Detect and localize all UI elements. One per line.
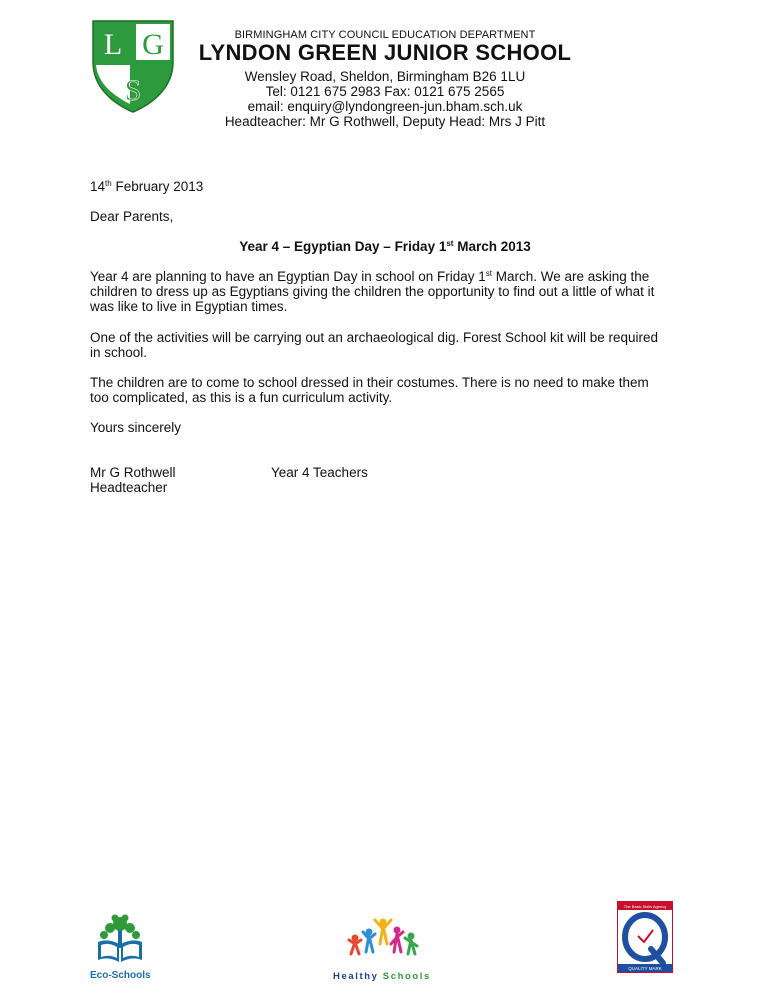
school-phone: Tel: 0121 675 2983 Fax: 0121 675 2565 [265, 84, 505, 99]
crest-letter-g: G [142, 28, 164, 61]
salutation: Dear Parents, [90, 209, 174, 224]
school-address: Wensley Road, Sheldon, Birmingham B26 1LU [244, 69, 526, 84]
eco-schools-logo [90, 912, 154, 981]
headteacher-name: Mr G Rothwell [90, 465, 176, 480]
school-name: LYNDON GREEN JUNIOR SCHOOL [198, 40, 572, 65]
paragraph-1: Year 4 are planning to have an Egyptian Day in school on Friday 1st March. We are asking the children to dress up as Egyptians giving the children the opportunity to find out a little of what it was like to live in Egyptian times. [90, 269, 655, 314]
signature-teachers: Year 4 Teachers [271, 465, 368, 480]
signature-headteacher [90, 465, 176, 495]
eco-tree-icon [90, 912, 154, 966]
school-heads: Headteacher: Mr G Rothwell, Deputy Head: Mrs J Pitt [224, 114, 546, 129]
eco-schools-label: Eco-Schools [90, 970, 151, 981]
svg-text:The Basic Skills Agency: The Basic Skills Agency [623, 904, 667, 909]
healthy-schools-logo [333, 914, 437, 980]
letter-title: Year 4 – Egyptian Day – Friday 1st March 2013 [239, 239, 531, 254]
quality-mark-q-icon [617, 901, 673, 973]
letter-date: 14th February 2013 [90, 179, 204, 194]
school-email: email: enquiry@lyndongreen-jun.bham.sch.uk [247, 99, 523, 114]
department-line: BIRMINGHAM CITY COUNCIL EDUCATION DEPARTMENT [234, 29, 536, 41]
headteacher-role: Headteacher [90, 480, 168, 495]
closing: Yours sincerely [90, 420, 182, 435]
healthy-schools-label: Healthy Schools [333, 971, 431, 982]
quality-mark-logo [617, 901, 673, 973]
paragraph-3: The children are to come to school dressed in their costumes. There is no need to make them too complicated, as this is a fun curriculum activity. [90, 375, 649, 405]
healthy-schools-figures-icon [333, 914, 437, 966]
paragraph-2: One of the activities will be carrying out an archaeological dig. Forest School kit will be required in school. [90, 330, 659, 360]
crest-letter-s: S [124, 74, 142, 107]
crest-letter-l: L [103, 28, 123, 61]
school-crest-logo [90, 18, 176, 114]
svg-text:QUALITY MARK: QUALITY MARK [628, 966, 662, 971]
